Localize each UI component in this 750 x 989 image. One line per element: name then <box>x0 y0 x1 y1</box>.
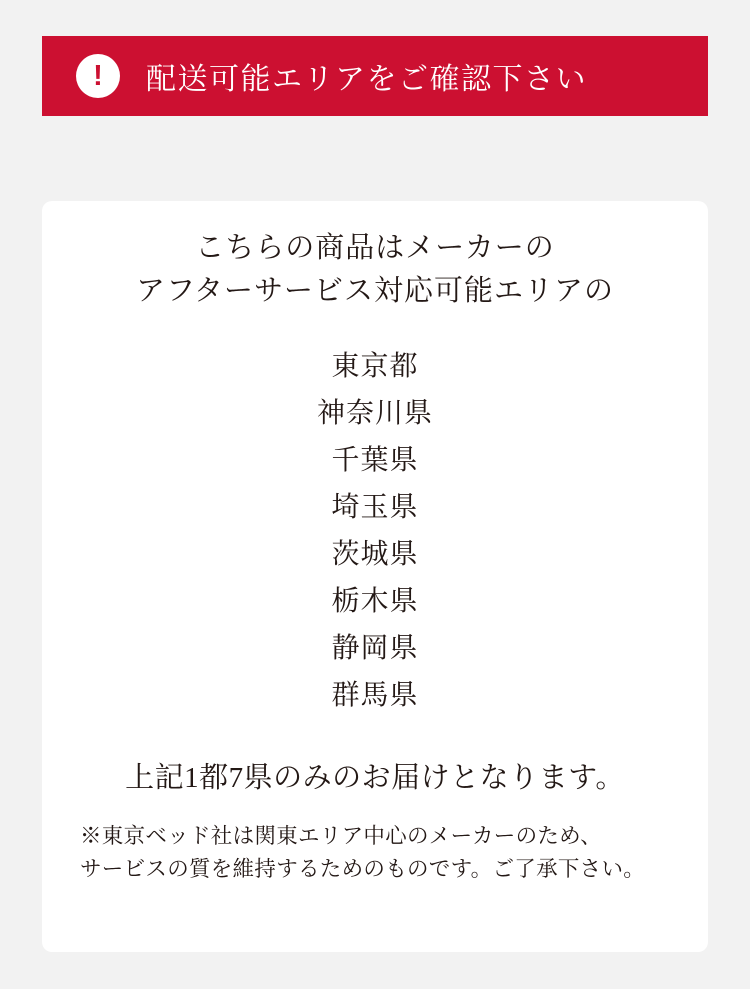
banner-title: 配送可能エリアをご確認下さい <box>146 63 587 96</box>
lead-line-1: こちらの商品はメーカーの <box>195 232 555 264</box>
list-item: 埼玉県 <box>331 491 419 523</box>
notice-card <box>42 201 708 952</box>
exclamation-glyph: ! <box>93 59 103 92</box>
list-item: 千葉県 <box>331 444 419 476</box>
exclamation-circle-icon <box>76 54 120 98</box>
lead-text <box>70 227 680 313</box>
summary-text: 上記1都7県のみのお届けとなります。 <box>125 762 625 795</box>
note-text <box>70 820 680 887</box>
lead-line-2: アフターサービス対応可能エリアの <box>136 274 614 307</box>
list-item: 茨城県 <box>331 538 419 570</box>
list-item: 栃木県 <box>331 585 419 617</box>
notice-banner <box>42 36 708 116</box>
list-item: 神奈川県 <box>316 397 433 429</box>
list-item: 静岡県 <box>331 633 419 664</box>
note-line-1: ※東京ベッド社は関東エリア中心のメーカーのため、 <box>80 824 602 849</box>
note-line-2: サービスの質を維持するためのものです。ご了承下さい。 <box>80 857 646 882</box>
list-item: 群馬県 <box>331 680 419 712</box>
area-list <box>70 343 680 719</box>
list-item: 東京都 <box>331 350 419 382</box>
